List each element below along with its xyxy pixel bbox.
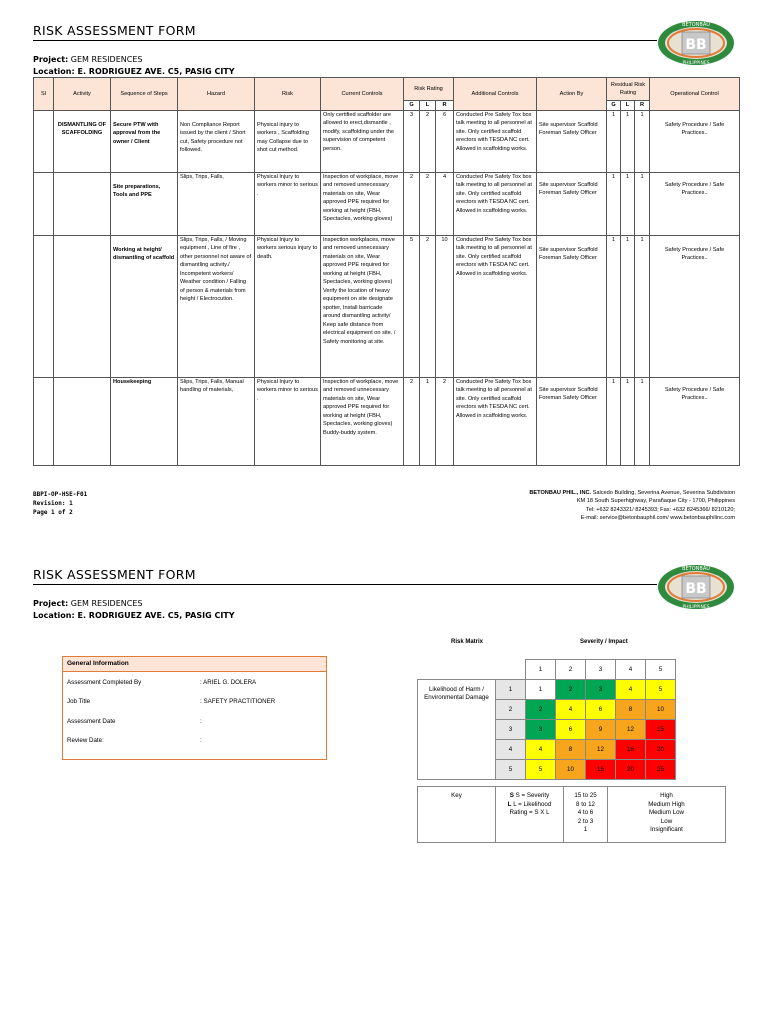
- table-row: [34, 172, 740, 235]
- severity-col-5: 5: [646, 660, 676, 680]
- cell-residual-r: 1: [635, 110, 650, 172]
- matrix-cell: 15: [586, 760, 616, 780]
- location-value-2: E. RODRIGUEZ AVE. C5, PASIG CITY: [77, 611, 235, 620]
- cell-residual-r: 1: [635, 172, 650, 235]
- cell-hazard: Slips, Trips, Falls, / Moving equipment , Line of fire , other personnel not aware of dismantling activity./ Incompetent workers/ Weather condition / Falling of person & materials from height / Electrocution.: [178, 235, 255, 377]
- header-residual-g: G: [607, 101, 621, 111]
- matrix-cell: 12: [616, 720, 646, 740]
- revision: Revision: 1: [33, 500, 73, 507]
- key-severity-def: S = Severity: [515, 792, 550, 799]
- cell-residual-g: 1: [607, 235, 621, 377]
- matrix-cell: 9: [586, 720, 616, 740]
- project-label: Project:: [33, 55, 69, 64]
- key-range: 2 to 3: [577, 817, 594, 825]
- cell-action-by: Site supervisor Scaffold Foreman Safety Officer: [537, 377, 607, 465]
- title-rule: [33, 40, 657, 41]
- header-action-by: Action By: [537, 78, 607, 111]
- matrix-cell: 25: [646, 760, 676, 780]
- general-information-header: General Information: [63, 657, 326, 672]
- matrix-cell: 3: [586, 680, 616, 700]
- header-g: G: [404, 101, 420, 111]
- cell-residual-g: 1: [607, 377, 621, 465]
- doc-code: BBPI-OP-HSE-F01: [33, 491, 88, 498]
- cell-r: 10: [436, 235, 454, 377]
- cell-action-by: Site supervisor Scaffold Foreman Safety Officer: [537, 235, 607, 377]
- cell-action-by: Site supervisor Scaffold Foreman Safety Officer: [537, 110, 607, 172]
- table-row: [34, 235, 740, 377]
- cell-additional-controls: Conducted Pre Safety Tox box talk meeting to all personnel at site. Only certified scaffold erectors with TESDA NC cert. Allowed in scaffolding works.: [454, 235, 537, 377]
- project-line: [33, 54, 142, 66]
- cell-action-by: Site supervisor Scaffold Foreman Safety Officer: [537, 172, 607, 235]
- cell-risk: Physical Injury to workers minor to serious .: [255, 172, 321, 235]
- cell-sl: [34, 172, 54, 235]
- cell-residual-l: 1: [621, 377, 635, 465]
- location-value: E. RODRIGUEZ AVE. C5, PASIG CITY: [77, 67, 235, 76]
- matrix-cell: 20: [616, 760, 646, 780]
- key-definitions: S S = Severity L L = Likelihood Rating = S X L: [496, 787, 564, 843]
- review-date-label: Review Date:: [67, 737, 104, 744]
- severity-col-3: 3: [586, 660, 616, 680]
- svg-text:BB: BB: [685, 37, 707, 53]
- header-residual-r: R: [635, 101, 650, 111]
- cell-r: 6: [436, 110, 454, 172]
- cell-l: 2: [420, 235, 436, 377]
- header-sl: Sl: [34, 78, 54, 111]
- cell-residual-g: 1: [607, 172, 621, 235]
- cell-r: 2: [436, 377, 454, 465]
- assessment-date-label: Assessment Date: [67, 718, 116, 725]
- cell-residual-l: 1: [621, 235, 635, 377]
- header-residual-rating: Residual Risk Rating: [607, 78, 650, 101]
- header-additional-controls: Additional Controls: [454, 78, 537, 111]
- key-range: 15 to 25: [574, 792, 597, 799]
- matrix-cell: 8: [616, 700, 646, 720]
- cell-g: 2: [404, 377, 420, 465]
- cell-sequence: Secure PTW with approval from the owner / Client: [111, 110, 178, 172]
- header-hazard: Hazard: [178, 78, 255, 111]
- cell-risk: Physical Injury to workers minor to serious .: [255, 377, 321, 465]
- header-risk-rating: Risk Rating: [404, 78, 454, 101]
- company-name: BETONBAU PHIL., INC.: [529, 490, 592, 496]
- cell-sl: [34, 235, 54, 377]
- matrix-cell: 3: [526, 720, 556, 740]
- matrix-cell: 4: [556, 700, 586, 720]
- page-number: Page 1 of 2: [33, 509, 73, 516]
- cell-sequence: Working at height/ dismantling of scaffold: [111, 235, 178, 377]
- project-label-2: Project:: [33, 599, 69, 608]
- key-ranges: [564, 787, 608, 843]
- cell-activity: DISMANTLING OF SCAFFOLDING: [54, 110, 111, 172]
- cell-g: 5: [404, 235, 420, 377]
- matrix-cell: 2: [556, 680, 586, 700]
- severity-col-1: 1: [526, 660, 556, 680]
- job-title-label: Job Title: [67, 698, 91, 705]
- cell-activity: [54, 172, 111, 235]
- company-logo: [656, 18, 736, 68]
- matrix-row: [418, 680, 676, 700]
- cell-hazard: Slips, Trips, Falls,: [178, 172, 255, 235]
- company-address-2: KM 18 South Superhighway, Parañaque City - 1700, Philippines: [576, 498, 735, 505]
- key-likelihood-def: L = Likelihood: [513, 800, 552, 808]
- cell-l: 1: [420, 377, 436, 465]
- cell-operational-control: Safety Procedure / Safe Practices..: [650, 110, 740, 172]
- footer-doc-info: [33, 490, 87, 517]
- severity-label: Severity / Impact: [580, 639, 628, 645]
- key-level: High: [660, 792, 673, 799]
- header-current-controls: Current Controls: [321, 78, 404, 111]
- cell-additional-controls: Conducted Pre Safety Tox box talk meeting to all personnel at site. Only certified scaffold erectors with TESDA NC cert. Allowed in scaffolding works.: [454, 172, 537, 235]
- matrix-cell: 2: [526, 700, 556, 720]
- project-value: GEM RESIDENCES: [70, 55, 143, 64]
- cell-r: 4: [436, 172, 454, 235]
- matrix-cell: 20: [646, 740, 676, 760]
- location-label-2: Location:: [33, 611, 75, 620]
- cell-risk: Physical Injury to workers serious injury to death.: [255, 235, 321, 377]
- risk-matrix-table: [417, 659, 676, 780]
- cell-l: 2: [420, 110, 436, 172]
- matrix-blank: [496, 660, 526, 680]
- cell-current-controls: Inspection of workplace, move and removed unnecessary materials on site, Wear approved PPE required for working at height (FBH, Spectacles, working gloves) Buddy-buddy system.: [321, 377, 404, 465]
- project-line-2: [33, 598, 142, 610]
- matrix-cell: 10: [646, 700, 676, 720]
- footer-company-info: [415, 489, 735, 523]
- matrix-cell: 5: [646, 680, 676, 700]
- likelihood-row-header: 1: [496, 680, 526, 700]
- key-range: 8 to 12: [576, 800, 595, 808]
- company-email: E-mail: service@betonbauphil.com/ www.betonbauphilinc.com: [580, 515, 735, 522]
- cell-l: 2: [420, 172, 436, 235]
- key-levels: [608, 787, 726, 843]
- svg-text:BETONBAU: BETONBAU: [682, 22, 710, 28]
- cell-sequence: Housekeeping: [111, 377, 178, 465]
- severity-col-4: 4: [616, 660, 646, 680]
- likelihood-row-header: 5: [496, 760, 526, 780]
- svg-text:PHILIPPINES: PHILIPPINES: [682, 605, 710, 610]
- cell-residual-r: 1: [635, 235, 650, 377]
- likelihood-row-header: 2: [496, 700, 526, 720]
- cell-sl: [34, 110, 54, 172]
- cell-current-controls: Inspection workplaces, move and removed unnecessary materials on site, Wear approved PPE required for working at height (FBH, Spectacles, working gloves) Verify the location of heavy equipment on site designate spotter, Install barricade around dismantling activity/ Keep safe distance from electrical equipment on site. / Safety monitoring at site.: [321, 235, 404, 377]
- header-sequence: Sequence of Steps: [111, 78, 178, 111]
- header-activity: Activity: [54, 78, 111, 111]
- job-title-value: : SAFETY PRACTITIONER: [200, 698, 276, 705]
- svg-text:BB: BB: [685, 581, 707, 597]
- cell-hazard: Non Compliance Report issued by the client / Short cut, Safety procedure not followed.: [178, 110, 255, 172]
- cell-additional-controls: Conducted Pre Safety Tox box talk meeting to all personnel at site. Only certified scaffold erectors with TESDA NC cert. Allowed in scaffolding works.: [454, 377, 537, 465]
- matrix-cell: 4: [526, 740, 556, 760]
- matrix-cell: 6: [556, 720, 586, 740]
- general-information-box: [62, 656, 327, 760]
- cell-residual-g: 1: [607, 110, 621, 172]
- matrix-cell: 5: [526, 760, 556, 780]
- completed-by-value: : ARIEL G. DOLERA: [200, 679, 257, 686]
- table-row: [34, 110, 740, 172]
- cell-additional-controls: Conducted Pre Safety Tox box talk meeting to all personnel at site. Only certified scaffold erectors with TESDA NC cert. Allowed in scaffolding works.: [454, 110, 537, 172]
- header-risk: Risk: [255, 78, 321, 111]
- cell-g: 2: [404, 172, 420, 235]
- page-title: RISK ASSESSMENT FORM: [33, 23, 196, 38]
- severity-col-2: 2: [556, 660, 586, 680]
- cell-residual-r: 1: [635, 377, 650, 465]
- cell-hazard: Slips, Trips, Falls, Manual handling of materials,: [178, 377, 255, 465]
- svg-text:PHILIPPINES: PHILIPPINES: [682, 61, 710, 66]
- company-logo-2: [656, 562, 736, 612]
- cell-operational-control: Safety Procedure / Safe Practices..: [650, 377, 740, 465]
- key-level: Medium Low: [648, 809, 685, 816]
- title-rule-2: [33, 584, 657, 585]
- company-address-1: Salcedo Building, Severina Avenue, Severina Subdivision: [592, 490, 735, 496]
- review-date-value: :: [200, 737, 202, 744]
- key-level: Low: [660, 817, 673, 825]
- risk-key-table: [417, 786, 726, 843]
- page-2-title: RISK ASSESSMENT FORM: [33, 567, 196, 582]
- matrix-cell: 4: [616, 680, 646, 700]
- cell-operational-control: Safety Procedure / Safe Practices..: [650, 172, 740, 235]
- completed-by-label: Assessment Completed By: [67, 679, 142, 686]
- key-range: 4 to 6: [577, 809, 594, 816]
- matrix-blank: [418, 660, 496, 680]
- svg-text:BETONBAU: BETONBAU: [682, 566, 710, 572]
- matrix-cell: 1: [526, 680, 556, 700]
- risk-assessment-table: [33, 77, 740, 466]
- likelihood-label: Likelihood of Harm / Environmental Damage: [418, 680, 496, 780]
- project-value-2: GEM RESIDENCES: [70, 599, 143, 608]
- matrix-cell: 8: [556, 740, 586, 760]
- cell-activity: [54, 235, 111, 377]
- likelihood-row-header: 4: [496, 740, 526, 760]
- matrix-cell: 15: [646, 720, 676, 740]
- matrix-cell: 10: [556, 760, 586, 780]
- location-label: Location:: [33, 67, 75, 76]
- risk-matrix-label: Risk Matrix: [451, 639, 484, 645]
- matrix-cell: 6: [586, 700, 616, 720]
- cell-residual-l: 1: [621, 172, 635, 235]
- location-line-2: [33, 610, 235, 622]
- matrix-cell: 16: [616, 740, 646, 760]
- key-range: 1: [583, 826, 588, 833]
- header-l: L: [420, 101, 436, 111]
- cell-g: 3: [404, 110, 420, 172]
- cell-sequence: Site preparations, Tools and PPE: [111, 172, 178, 235]
- cell-activity: [54, 377, 111, 465]
- assessment-date-value: :: [200, 718, 202, 725]
- key-rating-def: Rating = S X L: [509, 809, 550, 816]
- company-phone: Tel: +632 8243321/ 8245393; Fax: +632 8245366/ 8210120;: [586, 506, 735, 513]
- header-operational-control: Operational Control: [650, 78, 740, 111]
- cell-risk: Physical injury to workers , Scaffolding may Collapse due to shot cut method.: [255, 110, 321, 172]
- key-label: Key: [418, 787, 496, 843]
- table-row: [34, 377, 740, 465]
- matrix-cell: 12: [586, 740, 616, 760]
- cell-current-controls: Only certified scaffolder are allowed to erect,dismantle , modify, scaffolding under the supervision of competent person.: [321, 110, 404, 172]
- cell-operational-control: Safety Procedure / Safe Practices..: [650, 235, 740, 377]
- likelihood-row-header: 3: [496, 720, 526, 740]
- header-residual-l: L: [621, 101, 635, 111]
- cell-current-controls: Inspection of workplace, move and removed unnecessary materials on site, Wear approved PPE required for working at height (FBH, Spectacles, working gloves): [321, 172, 404, 235]
- key-level: Insignificant: [650, 826, 683, 833]
- header-r: R: [436, 101, 454, 111]
- cell-residual-l: 1: [621, 110, 635, 172]
- key-level: Medium High: [648, 800, 685, 808]
- cell-sl: [34, 377, 54, 465]
